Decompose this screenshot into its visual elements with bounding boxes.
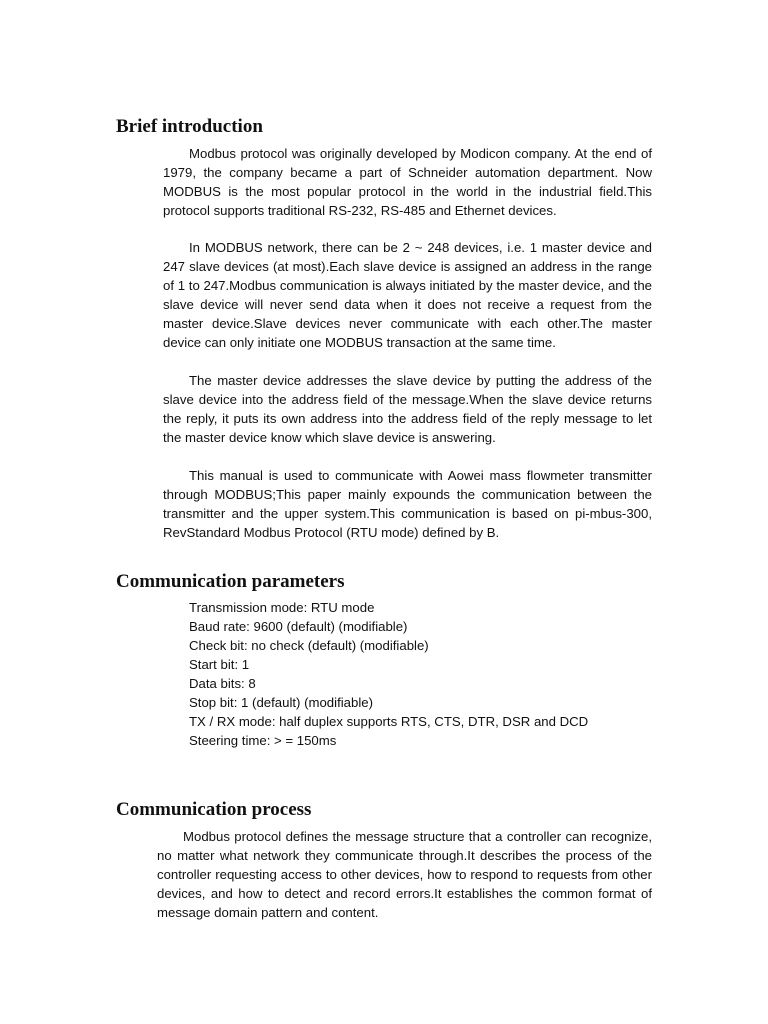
param-baud-rate: Baud rate: 9600 (default) (modifiable) [189,619,408,634]
heading-communication-parameters: Communication parameters [116,571,345,592]
param-check-bit: Check bit: no check (default) (modifiable) [189,638,429,653]
intro-paragraph-2: In MODBUS network, there can be 2 ~ 248 devices, i.e. 1 master device and 247 slave devices (at most).Each slave device is assigned an address in the range of 1 to 247.Modbus communication is always initiated by the master device, and the slave device will never send data when it does not receive a request from the master device.Slave devices never communicate with each other.The master device can only initiate one MODBUS transaction at the same time. [163,240,652,350]
param-tx-rx-mode: TX / RX mode: half duplex supports RTS, CTS, DTR, DSR and DCD [189,714,589,729]
heading-communication-process: Communication process [116,799,312,820]
heading-brief-introduction: Brief introduction [116,116,263,137]
param-stop-bit: Stop bit: 1 (default) (modifiable) [189,695,373,710]
intro-paragraph-1: Modbus protocol was originally developed by Modicon company. At the end of 1979, the company became a part of Schneider automation department. Now MODBUS is the most popular protocol in the world in the industrial field.This protocol supports traditional RS-232, RS-485 and Ethernet devices. [163,146,652,218]
intro-paragraph-3: The master device addresses the slave device by putting the address of the slave device into the address field of the message.When the slave device returns the reply, it puts its own address into the address field of the reply message to let the master device know which slave device is answering. [163,373,652,445]
param-data-bits: Data bits: 8 [189,676,256,691]
param-start-bit: Start bit: 1 [189,657,250,672]
param-transmission-mode: Transmission mode: RTU mode [189,600,375,615]
param-steering-time: Steering time: > = 150ms [189,733,337,748]
intro-paragraph-4: This manual is used to communicate with Aowei mass flowmeter transmitter through MODBUS;This paper mainly expounds the communication between the transmitter and the upper system.This communication is based on pi-mbus-300, RevStandard Modbus Protocol (RTU mode) defined by B. [163,468,652,540]
process-paragraph-1: Modbus protocol defines the message structure that a controller can recognize, no matter what network they communicate through.It describes the process of the controller requesting access to other devices, how to respond to requests from other devices, and how to detect and record errors.It establishes the common format of message domain pattern and content. [157,829,652,920]
parameter-list [189,598,649,750]
